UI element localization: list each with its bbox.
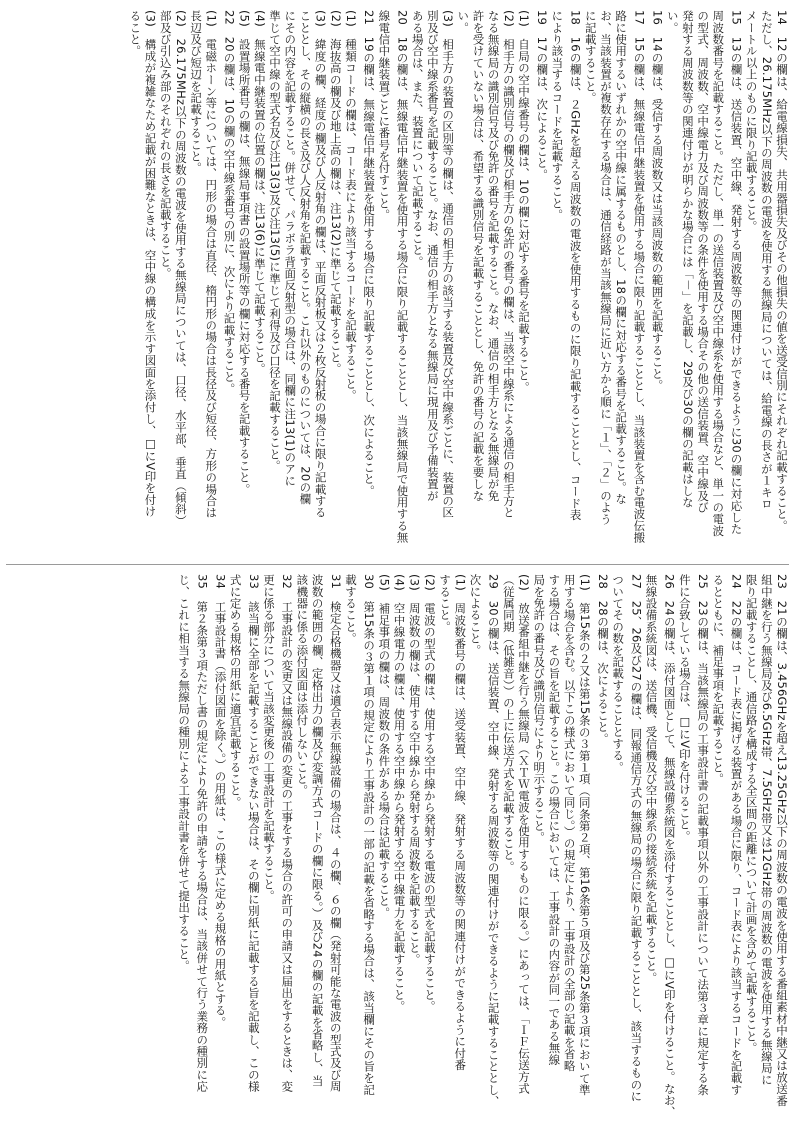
- text-line: (2) 放送番組中継を行う無線局（ＸＴＷ電波を使用するものに限る。）にあっては、「ＩＦ伝送方式: [517, 574, 531, 1095]
- text-line: 発射する周波数等の関連付けが明らかな場合には「－」を記載し、29及び30の欄の記載はしな: [680, 10, 695, 509]
- text-line: 部及び引込み部のそれぞれの長さを記載すること。: [158, 10, 173, 280]
- text-line: るとともに、補足事項を記載すること。: [711, 574, 726, 785]
- text-line: 周波数番号を記載すること。ただし、単一の送信装置及び空中線系を使用する場合など、単一の電波: [711, 10, 726, 537]
- text-line: 載すること。: [343, 574, 358, 645]
- text-line: 次によること。: [468, 574, 483, 656]
- text-line: 線電信中継装置ごとに番号を付すこと。: [377, 10, 392, 221]
- text-line: （従属同期（低雑音））の上に伝送方式を記載すること。: [501, 574, 516, 873]
- text-line: い。: [665, 10, 680, 34]
- text-line: (4) 無線電中継装置の位置の欄は、注13(6)に準じて記載すること。: [252, 10, 267, 375]
- text-line: (3) 相手方の装置の区別等の欄は、通信の相手方の該当する装置及び空中線系ごとに、装置の区: [441, 10, 456, 519]
- text-line: 20 18の欄は、無線電信中継装置を使用する場合に限り記載することとし、当該無線局で使用する無: [395, 10, 410, 544]
- text-line: 無線設備系統図は、送信機、受信機及び空中線系の接続系統を記載すること。: [644, 574, 659, 984]
- text-line: ある場合は、また、装置について記載すること。: [410, 10, 425, 268]
- text-line: 31 検定合格機器又は適合表示無線設備の場合は、４の欄、６の欄（発射可能な電波の型式及び周: [328, 574, 343, 1093]
- text-line: 17 15の欄は、無線電信中継装置を使用する場合に限り記載することとし、当該装置を含む電波伝搬: [632, 10, 647, 544]
- text-line: 組中継を行う無線局及び6.5GHz帯、7.5GHz帯又は12GHz帯の周波数の電波を使用する無線局に: [759, 574, 774, 1086]
- text-line: すること。: [438, 574, 453, 633]
- text-line: 24 22の欄は、コード表に掲げる装置がある場合に限り、コード表により該当するコードを記載す: [729, 574, 744, 1096]
- text-line: 26 24の欄は、添付図面として、無線設備系統図を添付することとし、□にV印を付けること。なお、: [662, 574, 677, 1118]
- text-line: い。: [456, 10, 471, 34]
- text-line: 件に合致している場合は、□にV印を付けること。: [677, 574, 692, 842]
- text-line: 準じて空中線の型式名及び注13(3)及び注13(5)に準じて利得及び口径を記載すること。: [268, 10, 282, 472]
- text-line: 34 工事設計書（添付図面を除く。）の用紙は、この様式に定める規格の用紙とする。: [213, 574, 228, 1028]
- text-line: 35 第２条第３項ただし書の規定により免許の申請をする場合は、当該併せて行う業務の種別に応: [195, 574, 210, 1093]
- text-line: (3) 緯度の欄、経度の欄及び人反射角の欄は、平面反射板又は２枚反射板の場合に限り記載する: [313, 10, 328, 519]
- upper-text-column: [6, 10, 789, 558]
- lower-text-column: [6, 574, 789, 1120]
- text-line: 15 13の欄は、送信装置、空中線、発射する周波数等の関連付けができるように30の欄に対応した: [729, 10, 744, 535]
- text-line: 許を受けていない場合は、希望する識別信号を記載することとし、免許の番号の記載を要しな: [471, 10, 486, 502]
- text-line: (2) 相手方の識別信号の欄及び相手方の免許の番号の欄は、当該空中線系による通信の相手方と: [501, 10, 516, 519]
- text-line: 別及び空中線系番号を記載すること。なお、通信の相手方となる無線局に現用及び予備装置が: [425, 10, 440, 502]
- text-line: 該機器に係る添付図面は添付しないこと。: [295, 574, 310, 797]
- text-line: により該当するコードを記載すること。: [550, 10, 565, 221]
- text-line: 25 23の欄は、当該無線局の工事設計書の記載事項以外の工事設計について法第３章に規定する条: [696, 574, 711, 1096]
- text-line: 用する場合を含む。以下この様式において同じ。）の規定により、工事設計の全部の記載を省略: [562, 574, 577, 1072]
- section-divider: [6, 564, 789, 565]
- text-line: こととし、その縦横の長さ及び人反射角を記載すること。これ以外のものについては、20の欄: [298, 10, 313, 505]
- text-line: じ、これに相当する無線局の種別による工事設計書を併せて提出すること。: [177, 574, 192, 972]
- text-line: (1) 種類コードの欄は、コード表により該当するコードを記載すること。: [343, 10, 358, 402]
- text-line: (2) 電波の型式の欄は、使用する空中線から発射する電波の型式を記載すること。: [422, 574, 437, 1013]
- text-line: 路に使用するいずれかの空中線に属するものとし、18の欄に対応する番号を記載すること。な: [614, 10, 629, 505]
- text-line: メートル以上のものに限り記載すること。: [744, 10, 759, 233]
- text-line: 22 20の欄は、10の欄の空中線系番号の別に、次により記載すること。: [222, 10, 237, 395]
- text-line: ついてその数を記載することとする。: [611, 574, 626, 773]
- text-line: 式に定める規格の用紙に適宜記載すること。: [228, 574, 243, 808]
- text-line: する場合は、その旨を記載すること。この場合においては、工事設計の内容が同一である無線: [547, 574, 562, 1066]
- text-line: 29 30の欄は、送信装置、空中線、発射する周波数等の関連付けができるように記載することとし、: [486, 574, 501, 1108]
- text-line: 14 12の欄は、給電線損失、共用器損失及びその他損失の値を送受信別にそれぞれ記載すること。: [775, 10, 789, 532]
- text-line: 27 25、26及び27の欄は、同報通信方式の無線局の場合に限り記載することとし、該当するものに: [629, 574, 644, 1103]
- text-line: 23 21の欄は、3.456GHzを超え13.25GHz以下の周波数の電波を使用する番組素材中継又は放送番: [775, 574, 789, 1107]
- text-line: 21 19の欄は、無線電信中継装置を使用する場合に限り記載することとし、次によること。: [362, 10, 377, 497]
- text-line: 32 工事設計の変更又は無線設備の変更の工事をする場合の許可の申請又は届出をするときは、変: [280, 574, 295, 1093]
- text-line: 16 14の欄は、受信する周波数又は当該周波数の範囲を記載すること。: [650, 10, 665, 392]
- text-line: (1) 第15条の２又は第15条の３第１項（同条第２項、第16条第５項及び第25条第３項において準: [577, 574, 592, 1096]
- text-line: お、当該装置が複数存在する場合は、通信経路が当該無線局に近い方から順に「１」、「２」のよう: [598, 10, 613, 525]
- text-line: (3) 周波数の欄は、使用する空中線から発射する周波数を記載すること。: [407, 574, 422, 966]
- text-line: 波数の範囲の欄、定格出力の欄及び変調方式コードの欄に限る。）及び24の欄の記載を省略し、当: [310, 574, 325, 1087]
- text-line: 30 第15条の３第１項の規定により工事設計の一部の記載を省略する場合は、該当欄にその旨を記: [362, 574, 377, 1096]
- text-line: 局を免許の番号及び識別信号により明示すること。: [532, 574, 547, 844]
- text-line: ること。: [128, 10, 143, 57]
- text-line: (1) 電磁ホーン等については、円形の場合は直径、楕円形の場合は長径及び短径、方形の場合は: [204, 10, 219, 519]
- text-line: 18 16の欄は、２GHzを超える周波数の電波を使用するものに限り記載することとし、コード表: [568, 10, 583, 521]
- text-line: 19 17の欄は、次によること。: [535, 10, 550, 181]
- text-line: ただし、26.175MHz以下の周波数の電波を使用する無線局については、給電線の長さが１キロ: [759, 10, 774, 510]
- text-line: (1) 自局の空中線番号の欄は、10の欄に対応する番号を記載すること。: [517, 10, 531, 393]
- text-line: (3) 構成が複雑なため記載が困難なときは、空中線の構成を示す図面を添付し、□にV印を付け: [143, 10, 158, 518]
- text-line: 限り記載することし、通信路を構成する全区間の距離について計画を含めて記載すること。: [744, 574, 759, 1054]
- text-line: の型式、周波数、空中線電力及び周波数等の条件を使用する場合その他の送信装置、空中線及び: [696, 10, 711, 514]
- text-line: (2) 26.175MHz以下の周波数の電波を使用する無線局については、口径、水平部、垂直（傾斜）: [173, 10, 188, 527]
- text-line: (2) 海抜高の欄及び地上高の欄は、注13(2)に準じて記載すること。: [328, 10, 343, 375]
- text-line: (1) 周波数番号の欄は、送受装置、空中線、発射する周波数等の関連付けができるように付番: [453, 574, 468, 1071]
- text-line: に記載すること。: [583, 10, 598, 104]
- text-line: なる無線局の識別信号及び免許の番号を記載すること。なお、通信の相手方となる無線局が免: [486, 10, 501, 502]
- text-line: 長辺及び短辺を記載すること。: [189, 10, 204, 174]
- text-line: (5) 補足事項の欄は、周波数の条件がある場合は記載すること。: [377, 574, 392, 919]
- text-line: にその内容を記載すること。併せて、パラボラ背面反射型の場合は、同欄に注13(1)のアに: [283, 10, 298, 487]
- text-line: 33 該当欄に全部を記載することができない場合は、その欄に別紙に記載する旨を記載し、この様: [246, 574, 261, 1093]
- text-line: (4) 空中線電力の欄は、使用する空中線から発射する空中線電力を記載すること。: [392, 574, 407, 1013]
- text-line: 更に係る部分について当該変更後の工事設計を記載すること。: [262, 574, 276, 902]
- text-line: (5) 設置場所番号の欄は、無線局事項書の設置場所等の欄に対応する番号を記載すること。: [237, 10, 252, 495]
- text-line: 28 28の欄は、次によること。: [595, 574, 610, 745]
